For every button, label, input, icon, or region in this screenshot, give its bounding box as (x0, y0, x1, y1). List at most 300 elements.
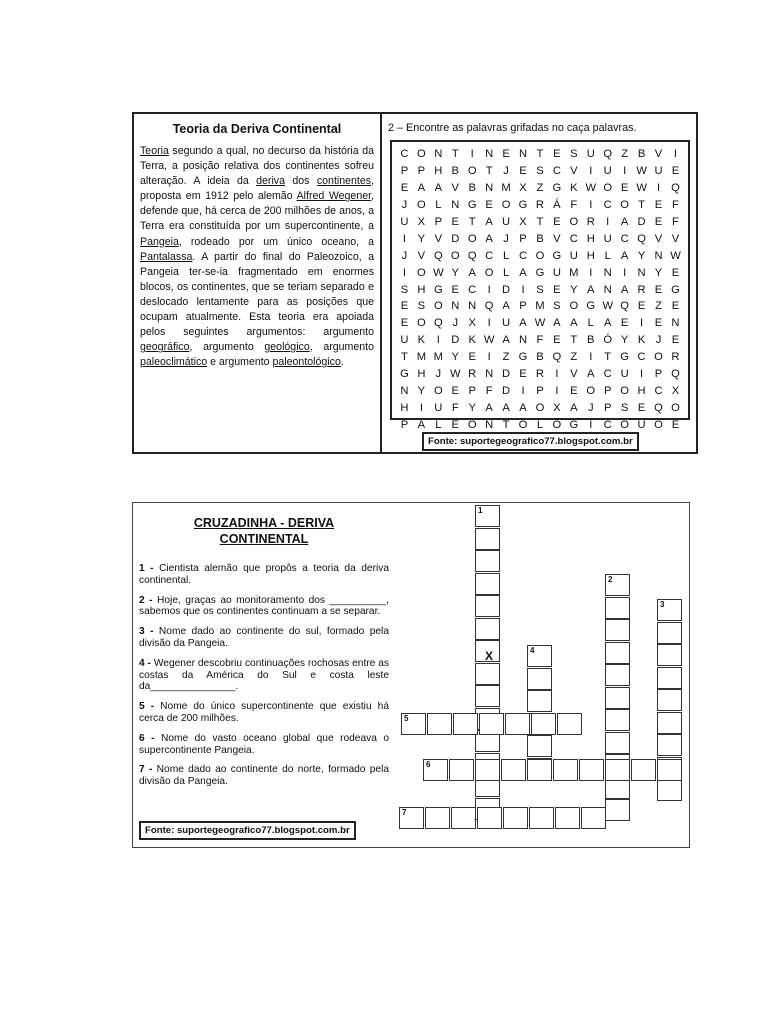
wordsearch-letter: C (552, 165, 561, 178)
crossword-cell[interactable] (477, 807, 502, 829)
wordsearch-letter: I (623, 266, 627, 279)
clue-text: Cientista alemão que propôs a teoria da deriva continental. (139, 563, 389, 586)
wordsearch-letter: N (485, 148, 494, 161)
text-paragraph (140, 144, 374, 370)
wordsearch-letter: E (553, 334, 561, 347)
wordsearch-letter: E (553, 216, 561, 228)
wordsearch-letter: X (468, 317, 476, 330)
wordsearch-letter: U (603, 232, 612, 245)
wordsearch-letter: R (637, 283, 646, 296)
wordsearch-letter: C (603, 199, 612, 212)
wordsearch-letter: O (620, 199, 629, 212)
wordsearch-letter: K (637, 334, 646, 347)
text-segment: segundo a qual, no decurso da história da Terra, a posição relativa dos continentes sofreu alteração. A ideia da (140, 145, 374, 188)
wordsearch-letter: A (502, 300, 510, 313)
wordsearch-row (396, 366, 684, 383)
underlined-keyword: deriva (256, 175, 285, 188)
wordsearch-letter: S (400, 283, 409, 296)
wordsearch-letter: U (502, 216, 511, 228)
wordsearch-letter: M (535, 300, 545, 313)
wordsearch-letter: U (620, 368, 629, 381)
crossword-cell[interactable] (527, 735, 552, 757)
wordsearch-letter: I (589, 418, 593, 431)
wordsearch-letter: U (654, 165, 663, 178)
wordsearch-letter: Q (467, 249, 477, 262)
wordsearch-letter: Ó (552, 418, 562, 431)
wordsearch-letter: T (451, 148, 459, 161)
wordsearch-letter: I (419, 401, 423, 414)
crossword-cell[interactable] (425, 807, 450, 829)
wordsearch-letter: I (487, 317, 491, 330)
wordsearch-letter: O (586, 384, 596, 397)
crossword-cell[interactable] (531, 713, 556, 735)
text-title: Teoria da Deriva Continental (172, 122, 342, 136)
wordsearch-letter: I (589, 199, 593, 212)
wordsearch-letter: V (671, 232, 680, 245)
wordsearch-row (396, 315, 684, 332)
wordsearch-letter: G (535, 266, 545, 279)
crossword-cell[interactable] (479, 713, 504, 735)
clue-number: 7 - (139, 764, 153, 776)
wordsearch-letter: V (570, 368, 578, 381)
wordsearch-letter: V (570, 165, 578, 178)
wordsearch-letter: B (587, 334, 595, 347)
crossword-cell[interactable] (631, 759, 656, 781)
wordsearch-letter: Y (654, 266, 663, 279)
crossword-cell[interactable] (657, 779, 682, 801)
wordsearch-letter: M (501, 182, 511, 195)
text-column (140, 120, 374, 370)
wordsearch-letter: N (654, 249, 663, 262)
crossword-cell[interactable] (605, 574, 630, 596)
wordsearch-letter: I (521, 384, 525, 397)
wordsearch-letter: E (468, 351, 476, 364)
wordsearch-letter: J (401, 199, 408, 212)
wordsearch-letter: C (400, 148, 409, 161)
crossword-cell[interactable] (475, 528, 500, 550)
wordsearch-letter: I (673, 148, 678, 161)
crossword-cell[interactable] (657, 759, 682, 781)
crossword-cell[interactable] (505, 713, 530, 735)
wordsearch-letter: D (502, 368, 511, 381)
crossword-cell[interactable] (657, 712, 682, 734)
wordsearch-letter: U (400, 334, 409, 347)
wordsearch-letter: O (654, 418, 663, 431)
wordsearch-letter: A (570, 401, 578, 414)
clue-number-label: 1 (478, 506, 483, 515)
wordsearch-letter: N (671, 317, 680, 330)
wordsearch-letter: J (435, 368, 442, 381)
wordsearch-letter: L (435, 418, 442, 431)
wordsearch-letter: G (400, 368, 409, 381)
wordsearch-letter: Q (654, 401, 663, 414)
crossword-cell[interactable] (581, 807, 606, 829)
wordsearch-letter: L (435, 199, 442, 212)
crossword-cell[interactable] (657, 644, 682, 666)
source-credit: Fonte: suportegeografico77.blogspot.com.br (422, 432, 639, 451)
wordsearch-letter: Y (620, 334, 629, 347)
crossword-cell[interactable] (527, 668, 552, 690)
wordsearch-letter: H (417, 283, 426, 296)
wordsearch-letter: Q (671, 368, 680, 381)
crossword-cell[interactable] (657, 599, 682, 621)
clue-text: Nome dado ao continente do norte, formado pela divisão da Pangeia. (139, 764, 390, 788)
clue-number: 1 - (139, 563, 154, 574)
wordsearch-letter: K (468, 334, 476, 347)
wordsearch-letter: E (451, 384, 460, 397)
wordsearch-letter: N (518, 334, 528, 347)
clue-text: Nome do único supercontinente que existiu há cerca de 200 milhões. (139, 701, 389, 724)
wordsearch-letter: T (468, 216, 476, 228)
wordsearch-letter: A (587, 368, 595, 381)
crossword-cell[interactable] (449, 759, 474, 781)
wordsearch-letter: L (502, 266, 510, 279)
wordsearch-letter: E (570, 384, 578, 397)
wordsearch-row (396, 247, 684, 264)
wordsearch-letter: O (535, 401, 545, 414)
crossword-cell[interactable] (605, 664, 630, 686)
wordsearch-letter: T (536, 148, 544, 161)
wordsearch-letter: D (502, 384, 511, 397)
wordsearch-letter: E (519, 368, 527, 381)
wordsearch-letter: X (519, 182, 527, 195)
wordsearch-letter: A (417, 418, 426, 431)
wordsearch-letter: T (536, 216, 544, 228)
wordsearch-letter: M (416, 351, 427, 364)
wordsearch-letter: I (521, 283, 525, 296)
wordsearch-letter: K (417, 334, 426, 347)
wordsearch-letter: L (536, 418, 544, 431)
crossword-cell[interactable] (557, 713, 582, 735)
wordsearch-letter: I (589, 165, 593, 178)
wordsearch-letter: W (636, 165, 647, 178)
wordsearch-letter: Y (451, 351, 460, 364)
wordsearch-letter: Y (451, 266, 460, 279)
wordsearch-letter: N (485, 182, 494, 195)
crossword-cell[interactable] (529, 807, 554, 829)
text-segment: , defende que, há cerca de 200 milhões de anos, a Terra era constituída por um supercontinente, a (140, 190, 375, 233)
wordsearch-letter: E (637, 401, 646, 414)
wordsearch-letter: Q (671, 182, 680, 195)
text-segment: , argumento (189, 341, 265, 354)
crossword-cell[interactable] (657, 689, 682, 711)
wordsearch-letter: O (417, 317, 426, 330)
wordsearch-letter: B (536, 232, 544, 245)
wordsearch-letter: O (501, 199, 511, 212)
crossword-cell[interactable] (657, 734, 682, 756)
wordsearch-letter: F (570, 199, 578, 212)
wordsearch-letter: Z (621, 148, 629, 161)
wordsearch-letter: I (640, 368, 644, 381)
wordsearch-letter: J (503, 165, 509, 178)
crossword-cell[interactable] (475, 685, 500, 707)
wordsearch-letter: S (417, 300, 426, 313)
wordsearch-letter: Q (484, 300, 494, 313)
wordsearch-letter: A (485, 216, 493, 228)
wordsearch-letter: O (671, 401, 680, 414)
wordsearch-letter: O (467, 232, 477, 245)
wordsearch-letter: I (623, 165, 627, 178)
crossword-grid (133, 503, 691, 849)
wordsearch-letter: U (637, 418, 646, 431)
wordsearch-letter: S (536, 165, 544, 178)
clue-number: 5 - (139, 701, 155, 713)
wordsearch-letter: E (400, 182, 409, 195)
wordsearch-row (396, 163, 684, 180)
wordsearch-letter: A (468, 266, 476, 279)
wordsearch-row (396, 399, 684, 416)
wordsearch-letter: P (536, 384, 544, 397)
wordsearch-letter: E (620, 182, 629, 195)
wordsearch-letter: Y (570, 283, 578, 296)
crossword-cell[interactable] (553, 759, 578, 781)
wordsearch-row (396, 349, 684, 366)
wordsearch-letter: A (519, 317, 527, 330)
wordsearch-letter: F (536, 334, 544, 347)
wordsearch-letter: V (434, 232, 443, 245)
wordsearch-letter: Z (570, 351, 578, 364)
wordsearch-letter: F (672, 216, 679, 228)
wordsearch-letter: U (400, 216, 409, 228)
crossword-cell[interactable] (503, 807, 528, 829)
crossword-cell[interactable] (427, 713, 452, 735)
underlined-keyword: geográfico (140, 341, 190, 354)
text-segment: , argumento (309, 341, 374, 354)
wordsearch-letter: W (585, 182, 597, 195)
wordsearch-letter: W (534, 317, 546, 330)
wordsearch-letter: W (670, 249, 681, 262)
wordsearch-column (386, 118, 692, 447)
wordsearch-row (396, 197, 684, 214)
wordsearch-letter: T (502, 418, 510, 431)
crossword-cell[interactable] (501, 759, 526, 781)
crossword-cell[interactable] (605, 759, 630, 781)
clue-text: Nome do vasto oceano global que rodeava o supercontinente Pangeia. (139, 732, 390, 756)
wordsearch-letter: N (451, 300, 460, 313)
wordsearch-letter: A (587, 283, 595, 296)
crossword-cell[interactable] (605, 642, 630, 664)
wordsearch-letter: N (485, 418, 494, 431)
wordsearch-row (396, 382, 684, 399)
wordsearch-letter: D (451, 334, 460, 347)
wordsearch-letter: N (485, 368, 494, 381)
wordsearch-letter: E (637, 300, 646, 313)
crossword-panel (132, 502, 690, 848)
wordsearch-letter: O (467, 418, 477, 431)
crossword-cell[interactable] (423, 759, 448, 781)
crossword-cell[interactable] (453, 713, 478, 735)
crossword-cell[interactable] (555, 807, 580, 829)
crossword-cell[interactable] (475, 595, 500, 617)
wordsearch-letter: P (434, 216, 443, 228)
wordsearch-letter: E (671, 334, 680, 347)
wordsearch-letter: W (483, 334, 495, 347)
crossword-cell[interactable] (657, 667, 682, 689)
wordsearch-letter: C (603, 368, 612, 381)
x-mark: X (485, 649, 494, 663)
crossword-title-line2: CONTINENTAL (219, 532, 309, 546)
wordsearch-letter: E (451, 216, 460, 228)
crossword-cell[interactable] (451, 807, 476, 829)
wordsearch-letter: I (656, 182, 661, 195)
wordsearch-instruction: 2 – Encontre as palavras grifadas no caça palavras. (388, 122, 637, 134)
crossword-cell[interactable] (475, 663, 500, 685)
underlined-keyword: paleontológico (272, 356, 341, 369)
crossword-cell[interactable] (475, 573, 500, 595)
wordsearch-letter: O (518, 418, 528, 431)
wordsearch-letter: B (637, 148, 646, 161)
wordsearch-letter: Q (637, 232, 646, 245)
wordsearch-letter: D (451, 232, 460, 245)
wordsearch-letter: U (434, 401, 443, 414)
crossword-cell[interactable] (401, 713, 426, 735)
crossword-cell[interactable] (605, 619, 630, 641)
wordsearch-letter: A (603, 317, 612, 330)
wordsearch-letter: G (467, 199, 477, 212)
wordsearch-letter: O (569, 300, 579, 313)
crossword-title-line1: CRUZADINHA - DERIVA (193, 516, 335, 530)
text-segment: , rodeado por um único oceano, a (178, 235, 374, 248)
wordsearch-letter: C (485, 249, 494, 262)
wordsearch-letter: C (518, 249, 528, 262)
wordsearch-letter: Q (433, 317, 443, 330)
crossword-cell[interactable] (475, 618, 500, 640)
wordsearch-letter: L (604, 249, 611, 262)
wordsearch-letter: P (519, 300, 527, 313)
crossword-cell[interactable] (605, 687, 630, 709)
wordsearch-letter: K (570, 182, 578, 195)
underlined-keyword: paleoclimático (140, 356, 208, 369)
crossword-cell[interactable] (605, 709, 630, 731)
wordsearch-letter: G (518, 351, 528, 364)
wordsearch-letter: E (671, 418, 680, 431)
crossword-cell[interactable] (579, 759, 604, 781)
wordsearch-letter: H (417, 368, 426, 381)
wordsearch-row (396, 298, 684, 315)
wordsearch-letter: Z (502, 351, 510, 364)
wordsearch-letter: A (620, 216, 629, 228)
wordsearch-row (396, 146, 684, 163)
wordsearch-letter: R (586, 216, 595, 228)
wordsearch-row (396, 180, 684, 197)
wordsearch-letter: W (450, 368, 461, 381)
wordsearch-letter: V (417, 249, 426, 262)
wordsearch-letter: C (603, 418, 612, 431)
crossword-cell[interactable] (475, 550, 500, 572)
wordsearch-letter: I (589, 266, 593, 279)
text-segment: e argumento (207, 356, 273, 369)
panel-divider (380, 114, 382, 452)
wordsearch-letter: U (502, 317, 511, 330)
wordsearch-letter: O (433, 384, 443, 397)
clue-number: 4 - (139, 657, 151, 669)
crossword-cell[interactable] (657, 622, 682, 644)
wordsearch-row (396, 214, 684, 231)
wordsearch-letter: S (620, 401, 629, 414)
wordsearch-letter: A (519, 266, 527, 279)
wordsearch-letter: R (671, 351, 680, 364)
text-segment: . A partir do final do Paleozoico, a Pangeia ter-se-ia fragmentado em enormes blocos, os continentes, que se teriam separado e deslocado lentamente para as posições que ocupam atualmente. Esta teoria era apoiada pelos seguintes argumentos: argumento (140, 250, 374, 339)
crossword-cell[interactable] (605, 597, 630, 619)
wordsearch-letter: H (400, 401, 409, 414)
wordsearch-letter: S (570, 148, 578, 161)
wordsearch-letter: V (553, 232, 561, 245)
wordsearch-letter: N (434, 148, 443, 161)
wordsearch-letter: I (402, 266, 407, 279)
wordsearch-letter: N (603, 283, 612, 296)
wordsearch-letter: E (502, 148, 510, 161)
wordsearch-letter: P (603, 401, 612, 414)
wordsearch-letter: A (502, 334, 510, 347)
wordsearch-row (396, 264, 684, 281)
wordsearch-letter: N (468, 300, 477, 313)
wordsearch-row (396, 281, 684, 298)
clue-number-label: 4 (530, 646, 535, 655)
wordsearch-letter: Ó (603, 334, 613, 347)
wordsearch-letter: X (553, 401, 561, 414)
wordsearch-letter: E (654, 317, 663, 330)
wordsearch-letter: B (468, 182, 476, 195)
wordsearch-letter: J (503, 232, 509, 245)
crossword-cell[interactable] (605, 732, 630, 754)
wordsearch-letter: N (603, 266, 612, 279)
wordsearch-letter: I (555, 384, 559, 397)
clue-number-label: 5 (404, 714, 409, 723)
wordsearch-letter: P (519, 232, 527, 245)
wordsearch-letter: O (450, 249, 460, 262)
wordsearch-letter: L (587, 317, 594, 330)
crossword-cell[interactable] (605, 799, 630, 821)
wordsearch-letter: O (620, 384, 629, 397)
wordsearch-letter: W (636, 182, 647, 195)
wordsearch-letter: P (654, 368, 663, 381)
wordsearch-letter: T (604, 351, 612, 364)
crossword-cell[interactable] (527, 690, 552, 712)
deriva-text-panel (132, 112, 698, 454)
wordsearch-letter: J (452, 317, 459, 330)
wordsearch-letter: E (485, 199, 493, 212)
wordsearch-letter: U (586, 148, 595, 161)
crossword-cell[interactable] (527, 759, 552, 781)
crossword-cell[interactable] (475, 505, 500, 527)
wordsearch-letter: E (654, 283, 663, 296)
wordsearch-row (396, 332, 684, 349)
wordsearch-letter: C (654, 384, 663, 397)
wordsearch-letter: M (569, 266, 579, 279)
wordsearch-letter: Y (468, 401, 476, 414)
wordsearch-letter: J (587, 401, 594, 414)
clue-number: 2 - (139, 594, 153, 606)
wordsearch-letter: D (502, 283, 511, 296)
wordsearch-letter: V (654, 232, 663, 245)
clue-number-label: 7 (402, 808, 407, 817)
wordsearch-letter: A (434, 182, 443, 195)
crossword-cell[interactable] (399, 807, 424, 829)
crossword-cell[interactable] (475, 759, 500, 781)
wordsearch-row (396, 230, 684, 247)
wordsearch-letter: P (400, 165, 409, 178)
wordsearch-letter: C (620, 232, 629, 245)
wordsearch-letter: V (451, 182, 460, 195)
underlined-keyword: geológico (264, 341, 310, 354)
wordsearch-letter: Q (603, 148, 613, 161)
wordsearch-letter: I (402, 232, 407, 245)
wordsearch-letter: E (671, 300, 680, 313)
wordsearch-letter: U (603, 165, 612, 178)
wordsearch-letter: Y (417, 384, 426, 397)
crossword-cell[interactable] (527, 645, 552, 667)
wordsearch-letter: G (433, 283, 443, 296)
